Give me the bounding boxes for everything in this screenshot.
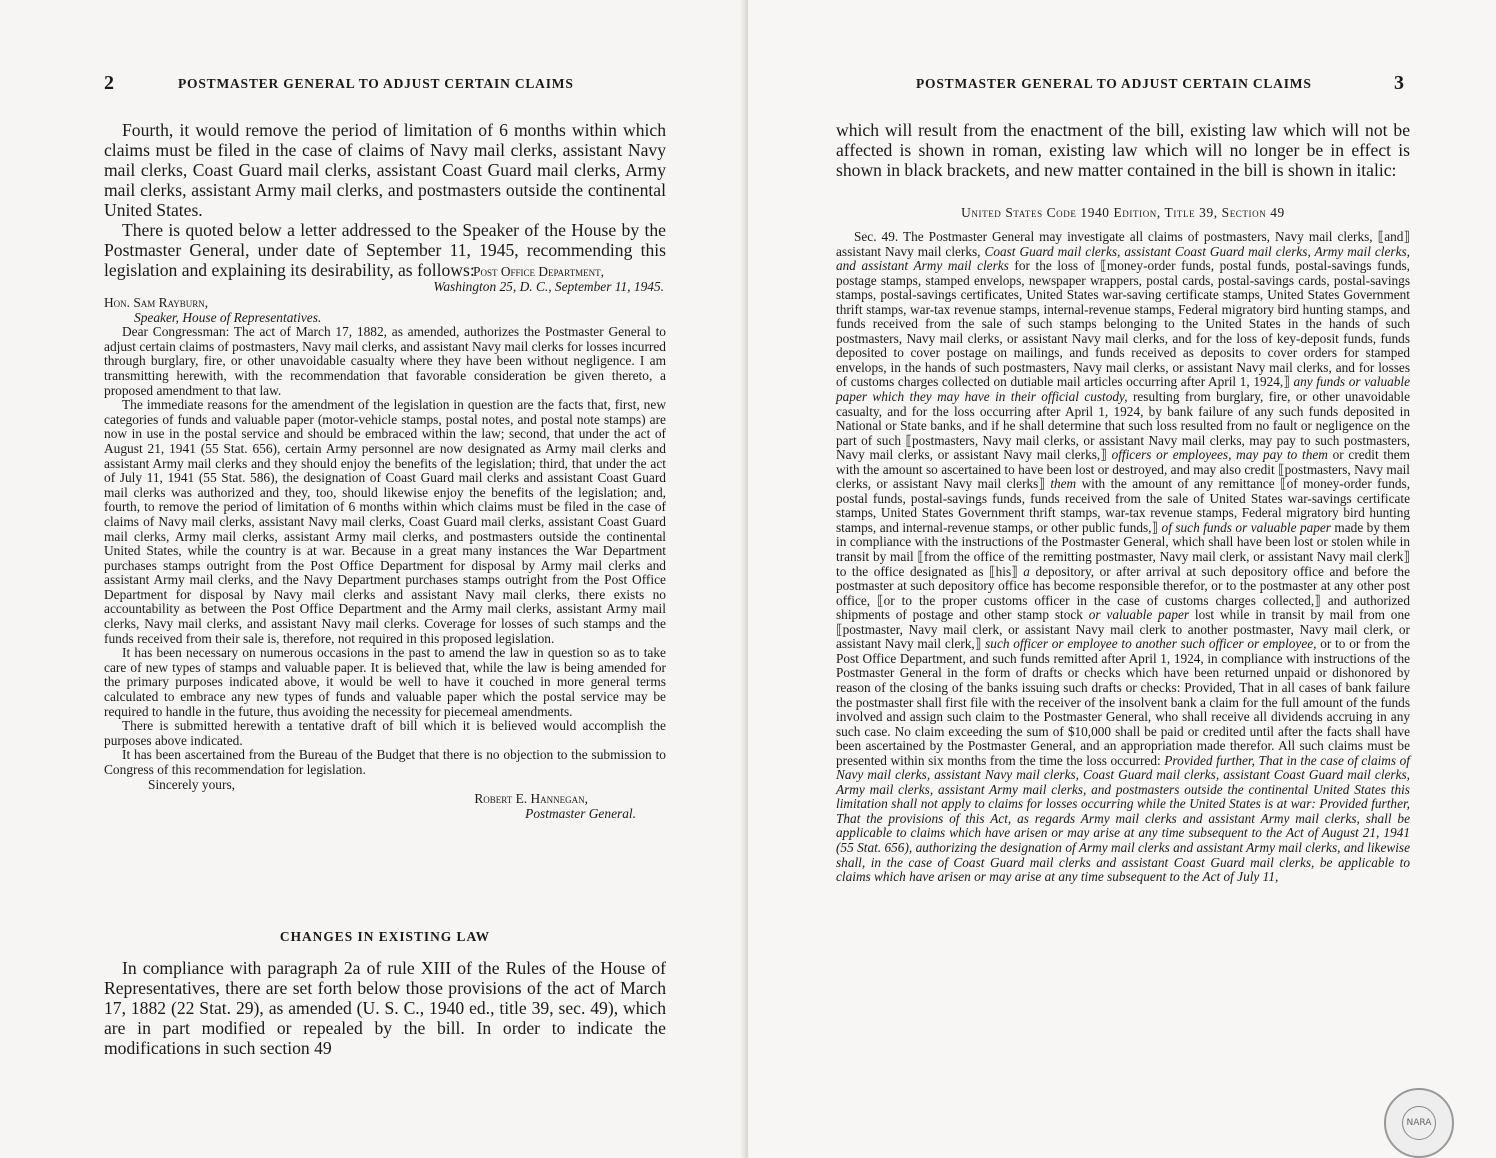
code-heading: United States Code 1940 Edition, Title 39, Section 49 [961, 205, 1285, 220]
new-matter-italic: them [1050, 476, 1082, 492]
letter-department: Post Office Department, [473, 264, 604, 279]
existing-law-roman: for the loss of ⟦money-order funds, postal funds, postal-savings funds, postage stamps, stamped envelops, newspaper wrappers, postal cards, postal-savings cards, postal-savings stamps, postal-savings certificates, United States war-saving certificate stamps, United States Government thrift stamps, war-tax revenue stamps, internal-revenue stamps, Federal migratory bird hunting stamps, and funds received from the sale of such stamps belonging to the United States in the hands of such postmasters, Navy mail clerks, or assistant Navy mail clerks, and for the loss of key-deposit funds, funds deposited to cover postage on mailings, and funds received as deposits to cover orders for stamped envelops, in the hands of such postmasters, Navy mail clerks, or assistant Navy mail clerks, and for losses of customs charges collected on dutiable mail articles occurring after April 1, 1924,⟧ [836, 258, 1410, 390]
existing-law-roman: lost while in transit by mail from one ⟦postmaster, Navy mail clerk, or assistant Navy mail clerk to another postmaster, Navy mail clerk, or assistant Navy mail clerk,⟧ [836, 607, 1411, 652]
closing-paragraph [104, 958, 666, 1058]
running-head-left: POSTMASTER GENERAL TO ADJUST CERTAIN CLAIMS [178, 76, 574, 91]
letter-date: Washington 25, D. C., September 11, 1945. [433, 278, 664, 294]
new-matter-italic: Coast Guard mail clerks, assistant Coast Guard mail clerks, Army mail clerks, and assistant Army mail clerks [836, 243, 1410, 274]
page-number-left: 2 [104, 72, 114, 94]
section-heading: CHANGES IN EXISTING LAW [279, 929, 491, 944]
letter-paragraph: There is submitted herewith a tentative draft of bill which it is believed would accomplish the purposes above indicated. [104, 718, 666, 748]
closing-paragraph-text: In compliance with paragraph 2a of rule XIII of the Rules of the House of Representatives, there are set forth below those provisions of the act of March 17, 1882 (22 Stat. 29), as amended (U. S. C., 1940 ed., title 39, sec. 49), which are in part modified or repealed by the bill. In order to indicate the modifications in such section 49 [104, 958, 666, 1058]
intro-paragraphs [104, 120, 666, 280]
letter-signer-title: Postmaster General. [525, 805, 636, 821]
letter-paragraph: It has been ascertained from the Bureau of the Budget that there is no objection to the submission to Congress of this recommendation for legislation. [104, 747, 666, 777]
new-matter-italic: a [1023, 563, 1036, 579]
existing-law-roman: Sec. 49. The Postmaster General may investigate all claims of postmasters, Navy mail clerks, ⟦and⟧ assistant Navy mail clerks, [836, 229, 1410, 259]
page-number-right: 3 [1394, 72, 1404, 94]
running-head-right: POSTMASTER GENERAL TO ADJUST CERTAIN CLAIMS [916, 76, 1312, 91]
existing-law-roman: depository, or after arrival at such depository office and before the postmaster at such depository office has become responsible therefor, or to the postmaster at any other post office, ⟦or to the proper customs officer in the case of customs charges collected,⟧ and authorized shipments of postage and other stamp stock [836, 563, 1410, 623]
existing-law-roman: with the amount of any remittance ⟦of money-order funds, postal funds, postal-savings funds, funds received from the sale of United States war-savings certificate stamps, United States Government thrift stamps, war-tax revenue stamps, Federal migratory bird hunting stamps, and internal-revenue stamps, or other public funds,⟧ [836, 476, 1411, 535]
right-page [748, 0, 1496, 1158]
right-intro-text: which will result from the enactment of the bill, existing law which will not be affected is shown in roman, existing law which will no longer be in effect is shown in black brackets, and new matter contained in the bill is shown in italic: [836, 120, 1410, 180]
right-intro [836, 120, 1410, 180]
letter-addressee: Hon. Sam Rayburn, [104, 295, 209, 310]
intro-paragraph: Fourth, it would remove the period of limitation of 6 months within which claims must be filed in the case of claims of Navy mail clerks, assistant Navy mail clerks, Coast Guard mail clerks, assistant Coast Guard mail clerks, Army mail clerks, assistant Army mail clerks, and postmasters outside the continental United States. [104, 120, 666, 220]
new-matter-italic: or valuable paper [1088, 607, 1195, 623]
intro-paragraph: There is quoted below a letter addressed to the Speaker of the House by the Postmaster General, under date of September 11, 1945, recommending this legislation and explaining its desirability, as follows: [104, 220, 666, 280]
new-matter-italic: any funds or valuable paper which they may have in their official custody, [836, 374, 1410, 405]
section-49-paragraph [836, 230, 1410, 885]
letter-closing: Sincerely yours, [148, 776, 236, 792]
new-matter-italic: Provided further, That in the case of claims of Navy mail clerks, assistant Navy mail clerks, Coast Guard mail clerks, assistant Coast Guard mail clerks, Army mail clerks, assistant Army mail clerks, and postmasters outside the continental United States this limitation shall not apply to claims for losses occurring while the United States is at war: Provided further, That the provisions of this Act, as regards Army mail clerks and assistant Army mail clerks, shall be applicable to claims which have arisen or may arise at any time subsequent to the Act of August 21, 1941 (55 Stat. 656), authorizing the designation of Army mail clerks and assistant Army mail clerks, and likewise shall, in the case of Coast Guard mail clerks and assistant Coast Guard mail clerks, be applicable to claims which have arisen or may arise at any time subsequent to the Act of July 11, [836, 752, 1410, 885]
library-stamp [1384, 1088, 1454, 1158]
letter-heading [104, 265, 664, 294]
existing-law-roman: resulting from burglary, fire, or other unavoidable casualty, and for the loss occurring after April 1, 1924, by bank failure of any such funds deposited in National or State banks, and if he shall determine that such loss resulted from no fault or negligence on the part of such ⟦postmasters, Navy mail clerks, or assistant Navy mail clerks, may pay to such postmasters, Navy mail clerks, or assistant Navy mail clerks,⟧ [836, 389, 1411, 463]
letter-addressee-title: Speaker, House of Representatives. [134, 309, 322, 325]
letter-signer: Robert E. Hannegan, [474, 791, 588, 807]
existing-law-roman: or to or from the Post Office Department, and such funds remitted after April 1, 1924, in compliance with instructions of the Postmaster General in the form of drafts or checks which have been returned unpaid or dishonored by reason of the closing of the banks issuing such drafts or checks: Provided, That in all cases of bank failure the postmaster shall first file with the receiver of the insolvent bank a claim for the full amount of the funds involved and assign such claim to the Postmaster General, who shall receive all dividends accruing in any such case. No claim exceeding the sum of $10,000 shall be paid or credited until after the facts shall have been ascertained by the Postmaster General, and an appropriation made therefor. All such claims must be presented within six months from the time the loss occurred: [836, 636, 1410, 768]
new-matter-italic: officers or employees, may pay to them [1111, 447, 1333, 463]
new-matter-italic: of such funds or valuable paper [1161, 519, 1335, 535]
letter-body [104, 296, 666, 821]
letter-paragraph: It has been necessary on numerous occasions in the past to amend the law in question so as to take care of new types of stamps and valuable paper. It is believed that, while the law is being amended for the primary purposes indicated above, it would be well to have it couched in more general terms calculated to embrace any new types of funds and valuable paper which the postal service may be required to handle in the future, thus avoiding the necessity for piecemeal amendments. [104, 645, 666, 719]
existing-law-roman: made by them in compliance with the instructions of the Postmaster General, which shall have been lost or stolen while in transit by mail ⟦from the office of the remitting postmaster, Navy mail clerk, or assistant Navy mail clerk⟧ to the office designated as ⟦his⟧ [836, 519, 1411, 579]
letter-paragraph: The immediate reasons for the amendment of the legislation in question are the facts that, first, new categories of funds and valuable paper (motor-vehicle stamps, postal notes, and postal note stamps) are now in use in the postal service and should be embraced within the law; second, that under the act of August 21, 1941 (55 Stat. 656), certain Army personnel are now designated as Army mail clerks and assistant Army mail clerks and they should enjoy the benefits of the legislation; third, that under the act of July 11, 1941 (55 Stat. 586), the designation of Coast Guard mail clerks and assistant Coast Guard mail clerks was authorized and they, too, should likewise enjoy the benefits of the legislation; and, fourth, to remove the period of limitation of 6 months within which claims must be filed in the case of claims of Navy mail clerks, assistant Navy mail clerks, Coast Guard mail clerks, assistant Coast Guard mail clerks, Army mail clerks, assistant Army mail clerks, and postmasters outside the continental United States, while the country is at war. Because in a great many instances the War Department purchases stamps outright from the Post Office Department for disposal by Army mail clerks and assistant Army mail clerks, and the Navy Department purchases stamps outright from the Post Office Department for disposal by Navy mail clerks and assistant Navy mail clerks, there exists no accountability as between the Post Office Department and the Army mail clerks, assistant Army mail clerks, Navy mail clerks, and assistant Navy mail clerks. Coverage for losses of such stamps and the funds received from their sale is, therefore, not required in this proposed legislation. [104, 397, 666, 646]
section-49-text [836, 230, 1410, 885]
new-matter-italic: such officer or employee to another such officer or employee, [985, 636, 1321, 652]
existing-law-roman: or credit them with the amount so ascertained to have been lost or destroyed, and may also credit ⟦postmasters, Navy mail clerks, or assistant Navy mail clerks⟧ [836, 447, 1410, 492]
letter-paragraph: Dear Congressman: The act of March 17, 1882, as amended, authorizes the Postmaster General to adjust certain claims of postmasters, Navy mail clerks, and assistant Navy mail clerks for losses incurred through burglary, fire, or other unavoidable casualty where they have been without negligence. I am transmitting herewith, with the recommendation that favorable consideration be given thereto, a proposed amendment to that law. [104, 324, 666, 398]
stamp-center: NARA [1402, 1106, 1436, 1140]
